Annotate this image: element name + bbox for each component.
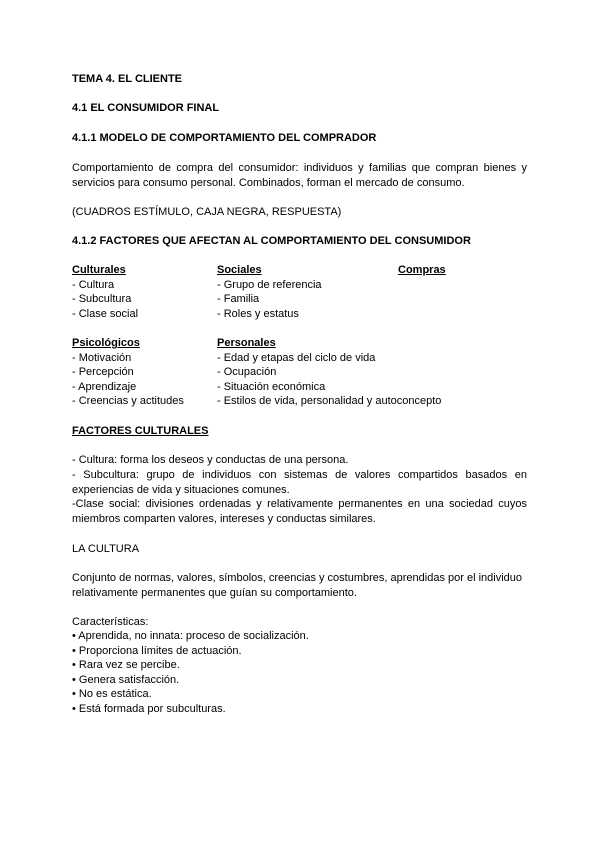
- culturales-line-cultura: - Cultura: forma los deseos y conductas de una persona.: [72, 454, 349, 466]
- list-item: - Estilos de vida, personalidad y autoconcepto: [217, 395, 442, 408]
- list-item: - Familia: [217, 293, 260, 306]
- factor-psicologicos: [72, 336, 184, 409]
- factor-personales: [217, 336, 441, 409]
- list-item: - Ocupación: [217, 366, 277, 379]
- factor-sociales-title: Sociales: [217, 264, 262, 276]
- culturales-line-clase-social: -Clase social: divisiones ordenadas y relativamente permanentes en una sociedad cuyos miembros comparten valores, intereses y conductas similares.: [72, 498, 527, 525]
- doc-title: TEMA 4. EL CLIENTE: [72, 73, 183, 85]
- list-item: - Creencias y actitudes: [72, 395, 184, 408]
- list-item: - Cultura: [72, 278, 115, 291]
- list-item: - Situación económica: [217, 380, 326, 393]
- paragraph-modelo: Comportamiento de compra del consumidor: individuos y familias que compran bienes y servicios para consumo personal. Combinados, forman el mercado de consumo.: [72, 162, 527, 189]
- list-item: - Clase social: [72, 307, 139, 320]
- list-item: • Rara vez se percibe.: [72, 659, 180, 672]
- caracteristicas-list: [72, 629, 527, 717]
- heading-la-cultura: LA CULTURA: [72, 543, 140, 555]
- list-item: - Motivación: [72, 351, 132, 364]
- caracteristicas-label: Características:: [72, 616, 149, 628]
- culturales-line-subcultura: - Subcultura: grupo de individuos con sistemas de valores compartidos basados en experiencias de vida y situaciones comunes.: [72, 469, 527, 496]
- factor-culturales-title: Culturales: [72, 264, 126, 276]
- paragraph-cuadros: (CUADROS ESTÍMULO, CAJA NEGRA, RESPUESTA): [72, 206, 342, 218]
- list-item: • Aprendida, no innata: proceso de socialización.: [72, 630, 309, 642]
- list-item: - Percepción: [72, 366, 134, 379]
- factor-compras: [398, 263, 446, 278]
- paragraph-la-cultura: Conjunto de normas, valores, símbolos, creencias y costumbres, aprendidas por el individuo relativamente permanentes que guían su comportamiento.: [72, 572, 523, 599]
- list-item: - Grupo de referencia: [217, 278, 322, 291]
- factor-psicologicos-title: Psicológicos: [72, 337, 140, 349]
- list-item: - Subcultura: [72, 293, 132, 306]
- list-item: • Proporciona límites de actuación.: [72, 644, 242, 657]
- list-item: • Está formada por subculturas.: [72, 702, 226, 715]
- factor-culturales: [72, 263, 138, 321]
- factor-compras-title: Compras: [398, 264, 446, 276]
- list-item: - Edad y etapas del ciclo de vida: [217, 351, 376, 364]
- heading-factores-culturales: FACTORES CULTURALES: [72, 425, 209, 437]
- list-item: • No es estática.: [72, 688, 152, 701]
- list-item: • Genera satisfacción.: [72, 673, 180, 686]
- factor-sociales: [217, 263, 322, 321]
- heading-modelo-comportamiento: 4.1.1 MODELO DE COMPORTAMIENTO DEL COMPRADOR: [72, 132, 377, 144]
- heading-factores: 4.1.2 FACTORES QUE AFECTAN AL COMPORTAMIENTO DEL CONSUMIDOR: [72, 235, 471, 247]
- heading-consumidor-final: 4.1 EL CONSUMIDOR FINAL: [72, 102, 220, 114]
- list-item: - Roles y estatus: [217, 307, 299, 320]
- factor-personales-title: Personales: [217, 337, 276, 349]
- list-item: - Aprendizaje: [72, 380, 137, 393]
